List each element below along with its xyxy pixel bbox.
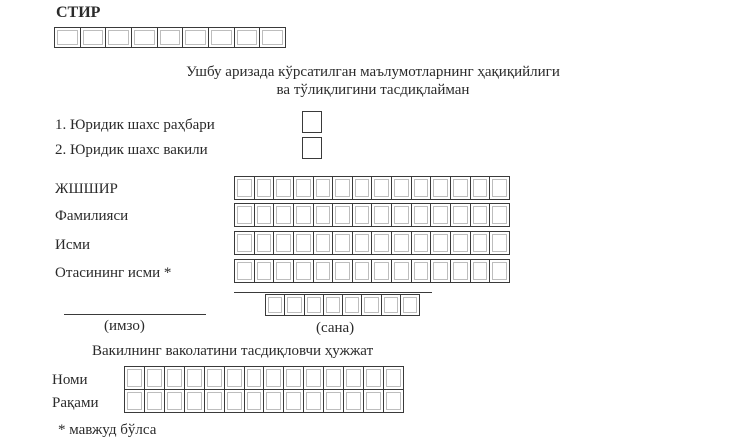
input-cell[interactable] xyxy=(304,390,324,412)
input-cell[interactable] xyxy=(412,177,432,199)
document-name-input[interactable] xyxy=(124,366,404,390)
input-cell[interactable] xyxy=(451,204,471,226)
input-cell[interactable] xyxy=(294,177,314,199)
input-cell[interactable] xyxy=(284,390,304,412)
input-cell[interactable] xyxy=(185,367,205,389)
input-cell[interactable] xyxy=(266,295,285,315)
input-cell[interactable] xyxy=(235,260,255,282)
input-cell[interactable] xyxy=(382,295,401,315)
input-cell[interactable] xyxy=(451,177,471,199)
input-cell[interactable] xyxy=(55,28,81,47)
input-cell[interactable] xyxy=(209,28,235,47)
input-cell[interactable] xyxy=(255,260,275,282)
input-cell[interactable] xyxy=(333,204,353,226)
date-top-line xyxy=(234,292,432,293)
input-cell[interactable] xyxy=(490,177,509,199)
input-cell[interactable] xyxy=(431,232,451,254)
input-cell[interactable] xyxy=(235,177,255,199)
input-cell[interactable] xyxy=(245,390,265,412)
option-representative-label: 2. Юридик шахс вакили xyxy=(55,142,208,158)
name-input[interactable] xyxy=(234,231,510,255)
input-cell[interactable] xyxy=(158,28,184,47)
pinfl-label: ЖШШИР xyxy=(55,181,118,197)
input-cell[interactable] xyxy=(274,260,294,282)
input-cell[interactable] xyxy=(205,367,225,389)
input-cell[interactable] xyxy=(314,177,334,199)
input-cell[interactable] xyxy=(245,367,265,389)
input-cell[interactable] xyxy=(490,204,509,226)
signature-line[interactable] xyxy=(64,314,206,315)
input-cell[interactable] xyxy=(165,390,185,412)
date-input[interactable] xyxy=(265,294,420,316)
input-cell[interactable] xyxy=(412,232,432,254)
input-cell[interactable] xyxy=(324,367,344,389)
input-cell[interactable] xyxy=(205,390,225,412)
input-cell[interactable] xyxy=(333,260,353,282)
input-cell[interactable] xyxy=(264,367,284,389)
footnote: * мавжуд бўлса xyxy=(58,422,157,438)
input-cell[interactable] xyxy=(333,232,353,254)
input-cell[interactable] xyxy=(490,260,509,282)
input-cell[interactable] xyxy=(344,390,364,412)
input-cell[interactable] xyxy=(431,177,451,199)
patronymic-input[interactable] xyxy=(234,259,510,283)
input-cell[interactable] xyxy=(372,260,392,282)
input-cell[interactable] xyxy=(235,232,255,254)
input-cell[interactable] xyxy=(471,232,491,254)
input-cell[interactable] xyxy=(125,390,145,412)
input-cell[interactable] xyxy=(294,232,314,254)
confirmation-line-2: ва тўлиқлигини тасдиқлайман xyxy=(276,82,470,98)
input-cell[interactable] xyxy=(183,28,209,47)
input-cell[interactable] xyxy=(314,260,334,282)
input-cell[interactable] xyxy=(364,390,384,412)
surname-label: Фамилияси xyxy=(55,208,129,224)
input-cell[interactable] xyxy=(364,367,384,389)
input-cell[interactable] xyxy=(392,177,412,199)
input-cell[interactable] xyxy=(235,28,261,47)
input-cell[interactable] xyxy=(125,367,145,389)
input-cell[interactable] xyxy=(471,204,491,226)
input-cell[interactable] xyxy=(314,204,334,226)
name-label: Исми xyxy=(55,237,91,253)
input-cell[interactable] xyxy=(372,177,392,199)
input-cell[interactable] xyxy=(431,204,451,226)
input-cell[interactable] xyxy=(304,367,324,389)
stir-label: СТИР xyxy=(56,4,101,21)
document-title: Вакилнинг ваколатини тасдиқловчи ҳужжат xyxy=(92,343,374,359)
input-cell[interactable] xyxy=(384,390,403,412)
input-cell[interactable] xyxy=(274,232,294,254)
document-name-label: Номи xyxy=(52,372,88,388)
input-cell[interactable] xyxy=(264,390,284,412)
input-cell[interactable] xyxy=(392,232,412,254)
input-cell[interactable] xyxy=(392,204,412,226)
surname-input[interactable] xyxy=(234,203,510,227)
input-cell[interactable] xyxy=(255,204,275,226)
input-cell[interactable] xyxy=(451,260,471,282)
input-cell[interactable] xyxy=(451,232,471,254)
pinfl-input[interactable] xyxy=(234,176,510,200)
option-director-label: 1. Юридик шахс раҳбари xyxy=(55,117,215,133)
input-cell[interactable] xyxy=(324,295,343,315)
input-cell[interactable] xyxy=(471,260,491,282)
input-cell[interactable] xyxy=(384,367,403,389)
input-cell[interactable] xyxy=(106,28,132,47)
input-cell[interactable] xyxy=(353,232,373,254)
input-cell[interactable] xyxy=(284,367,304,389)
input-cell[interactable] xyxy=(185,390,205,412)
input-cell[interactable] xyxy=(353,204,373,226)
input-cell[interactable] xyxy=(255,232,275,254)
signature-caption: (имзо) xyxy=(104,318,145,334)
input-cell[interactable] xyxy=(372,232,392,254)
patronymic-label: Отасининг исми * xyxy=(55,265,172,281)
input-cell[interactable] xyxy=(372,204,392,226)
input-cell[interactable] xyxy=(490,232,509,254)
input-cell[interactable] xyxy=(225,367,245,389)
input-cell[interactable] xyxy=(401,295,419,315)
input-cell[interactable] xyxy=(294,204,314,226)
document-number-input[interactable] xyxy=(124,389,404,413)
input-cell[interactable] xyxy=(412,204,432,226)
input-cell[interactable] xyxy=(333,177,353,199)
input-cell[interactable] xyxy=(274,177,294,199)
input-cell[interactable] xyxy=(145,367,165,389)
option-representative-checkbox[interactable] xyxy=(302,137,322,159)
input-cell[interactable] xyxy=(294,260,314,282)
confirmation-line-1: Ушбу аризада кўрсатилган маълумотларнинг ҳақиқийлиги xyxy=(186,64,560,80)
input-cell[interactable] xyxy=(235,204,255,226)
input-cell[interactable] xyxy=(431,260,451,282)
document-number-label: Рақами xyxy=(52,395,99,411)
input-cell[interactable] xyxy=(412,260,432,282)
date-caption: (сана) xyxy=(316,320,355,336)
input-cell[interactable] xyxy=(314,232,334,254)
input-cell[interactable] xyxy=(165,367,185,389)
input-cell[interactable] xyxy=(81,28,107,47)
input-cell[interactable] xyxy=(274,204,294,226)
option-director-checkbox[interactable] xyxy=(302,111,322,133)
input-cell[interactable] xyxy=(145,390,165,412)
input-cell[interactable] xyxy=(260,28,285,47)
input-cell[interactable] xyxy=(225,390,245,412)
input-cell[interactable] xyxy=(132,28,158,47)
input-cell[interactable] xyxy=(285,295,304,315)
input-cell[interactable] xyxy=(305,295,324,315)
input-cell[interactable] xyxy=(362,295,381,315)
input-cell[interactable] xyxy=(392,260,412,282)
input-cell[interactable] xyxy=(255,177,275,199)
input-cell[interactable] xyxy=(471,177,491,199)
stir-input[interactable] xyxy=(54,27,286,48)
input-cell[interactable] xyxy=(353,177,373,199)
input-cell[interactable] xyxy=(353,260,373,282)
input-cell[interactable] xyxy=(324,390,344,412)
input-cell[interactable] xyxy=(343,295,362,315)
input-cell[interactable] xyxy=(344,367,364,389)
